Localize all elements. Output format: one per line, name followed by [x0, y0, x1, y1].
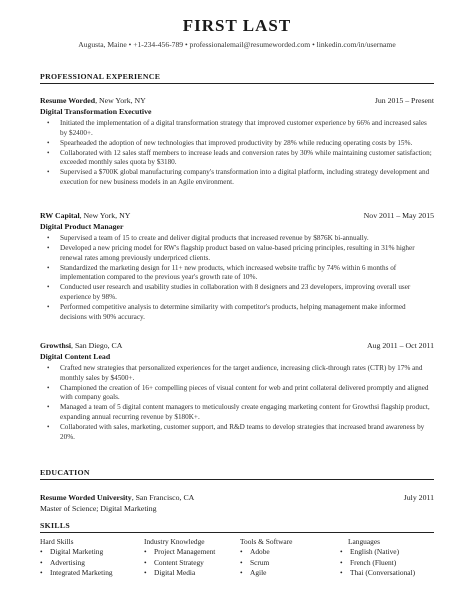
bullet-item — [40, 403, 434, 422]
bullet-text: Performed competitive analysis to determine similarity with competitor's products, helping management make informed decisions with 90% accuracy. — [60, 303, 406, 321]
experience-heading: PROFESSIONAL EXPERIENCE — [40, 72, 161, 81]
job-title: Digital Transformation Executive — [40, 107, 152, 116]
skill-item — [340, 558, 415, 569]
bullet-item — [40, 234, 434, 244]
bullet-icon: • — [144, 557, 147, 567]
education-divider — [40, 479, 434, 480]
job-location: , San Diego, CA — [71, 341, 123, 350]
skill-text: French (Fluent) — [350, 557, 397, 567]
job-bullets — [40, 119, 434, 188]
job-header — [40, 96, 434, 107]
bullet-icon: • — [144, 568, 147, 577]
bullet-icon: • — [47, 403, 50, 412]
skill-text: Scrum — [250, 557, 270, 567]
skill-column-header: Hard Skills — [40, 537, 74, 546]
job-entry — [40, 341, 434, 443]
skill-column — [340, 537, 415, 579]
job-title: Digital Product Manager — [40, 222, 124, 231]
bullet-text: Conducted user research and usability studies in collaboration with 8 designers and 23 developers, improving overall user experience by 98%. — [60, 283, 411, 302]
skills-divider — [40, 532, 434, 533]
bullet-text: Supervised a team of 15 to create and deliver digital products that increased revenue by $876K bi-annually. — [60, 234, 369, 242]
bullet-icon: • — [47, 138, 50, 147]
bullet-icon: • — [40, 557, 43, 567]
skill-text: Project Management — [154, 547, 216, 556]
job-location: , New York, NY — [79, 211, 131, 220]
bullet-text: Spearheaded the adoption of new technologies that improved productivity by 28% while reducing operating costs by 15%. — [60, 138, 413, 147]
skill-text: Agile — [250, 568, 267, 577]
job-bullets — [40, 234, 434, 322]
bullet-icon: • — [47, 423, 50, 432]
bullet-item — [40, 283, 434, 302]
bullet-item — [40, 119, 434, 138]
job-title: Digital Content Lead — [40, 352, 111, 361]
skill-column-header: Languages — [348, 537, 381, 546]
job-header — [40, 341, 434, 352]
candidate-name: FIRST LAST — [182, 16, 292, 35]
bullet-icon: • — [340, 547, 343, 556]
bullet-icon: • — [47, 364, 50, 372]
bullet-item — [40, 264, 434, 283]
skill-item — [340, 568, 415, 579]
contact-line: Augusta, Maine • +1-234-456-789 • professionalemail@resumeworded.com • linkedin.com/in/username — [78, 40, 396, 49]
bullet-text: Managed a team of 5 digital content managers to meticulously create engaging marketing content for Growthsi flagship product, expanding annual recurring revenue by $180K+. — [60, 403, 430, 421]
skill-item — [144, 558, 215, 569]
skill-text: Adobe — [250, 547, 270, 556]
bullet-item — [40, 139, 434, 149]
job-bullets — [40, 364, 434, 442]
job-header — [40, 211, 434, 222]
skill-item — [40, 547, 113, 558]
bullet-icon: • — [40, 547, 43, 556]
skill-item — [144, 547, 215, 558]
degree: Master of Science; Digital Marketing — [40, 504, 157, 513]
bullet-text: Collaborated with 12 sales staff members to increase leads and conversion rates by 30% while maintaining customer satisfaction; exceeded monthly sales quota by $3180. — [60, 148, 432, 167]
bullet-icon: • — [144, 547, 147, 556]
job-company: RW Capital — [40, 211, 80, 220]
skill-column — [144, 537, 215, 579]
skill-text: Advertising — [50, 557, 85, 567]
bullet-icon: • — [240, 568, 243, 577]
job-dates: Jun 2015 – Present — [374, 96, 434, 105]
education-header — [40, 493, 434, 504]
bullet-icon: • — [47, 119, 50, 127]
bullet-icon: • — [47, 383, 50, 392]
bullet-icon: • — [47, 244, 50, 253]
job-entry — [40, 211, 434, 323]
skill-column-header: Industry Knowledge — [144, 537, 205, 546]
skill-item — [144, 568, 215, 579]
job-company: Growthsi — [40, 341, 72, 350]
skill-item — [40, 558, 113, 569]
bullet-icon: • — [47, 168, 50, 177]
skill-item — [340, 547, 415, 558]
bullet-item — [40, 168, 434, 187]
bullet-icon: • — [240, 547, 243, 556]
bullet-icon: • — [47, 303, 50, 312]
bullet-icon: • — [340, 568, 343, 577]
bullet-text: Initiated the implementation of a digital transformation strategy that improved customer experience by 66% and increased sales by $2400+. — [60, 119, 427, 137]
bullet-icon: • — [40, 568, 43, 577]
bullet-text: Collaborated with sales, marketing, customer support, and R&D teams to develop strategies that increased brand awareness by 20%. — [60, 423, 425, 441]
skill-item — [240, 547, 292, 558]
skill-item — [40, 568, 113, 579]
bullet-item — [40, 364, 434, 383]
bullet-text: Standardized the marketing design for 11+ new products, which increased website traffic by 74% within 6 months of implementation compared to the previous year's growth rate of 10%. — [60, 263, 397, 282]
bullet-item — [40, 149, 434, 168]
job-location: , New York, NY — [95, 96, 146, 105]
experience-divider — [40, 83, 434, 84]
skill-text: Digital Media — [154, 568, 196, 577]
bullet-item — [40, 303, 434, 322]
job-dates: Aug 2011 – Oct 2011 — [367, 341, 434, 350]
bullet-text: Championed the creation of 16+ compelling pieces of visual content for web and print collateral delivered promptly and aligned with company goals. — [60, 383, 429, 402]
school-name: Resume Worded University — [40, 493, 132, 502]
bullet-icon: • — [47, 263, 50, 272]
bullet-icon: • — [240, 557, 243, 567]
bullet-text: Supervised a $700K global manufacturing company's transformation into a digital platform, including strategy development and execution for new business models in an Agile environment. — [60, 168, 430, 187]
bullet-item — [40, 384, 434, 403]
skill-column-header: Tools & Software — [240, 537, 293, 546]
job-entry — [40, 96, 434, 188]
education-heading: EDUCATION — [40, 468, 90, 477]
bullet-item — [40, 244, 434, 263]
skill-text: Content Strategy — [154, 557, 204, 567]
bullet-icon: • — [47, 148, 50, 157]
skill-column — [240, 537, 292, 579]
skill-text: Integrated Marketing — [50, 568, 113, 577]
bullet-icon: • — [47, 234, 50, 242]
skill-text: English (Native) — [350, 547, 400, 556]
skills-heading: SKILLS — [40, 521, 70, 530]
bullet-item — [40, 423, 434, 442]
job-dates: Nov 2011 – May 2015 — [363, 211, 434, 220]
bullet-text: Developed a new pricing model for RW's flagship product based on value-based pricing principles, resulting in 31% higher renewal rates among previously underpriced clients. — [60, 244, 415, 262]
skill-text: Thai (Conversational) — [350, 568, 416, 577]
skill-item — [240, 568, 292, 579]
skill-item — [240, 558, 292, 569]
education-date: July 2011 — [403, 493, 434, 502]
education-entry — [40, 493, 434, 513]
bullet-icon: • — [340, 557, 343, 567]
job-company: Resume Worded — [40, 96, 96, 105]
bullet-text: Crafted new strategies that personalized experiences for the target audience, increasing click-through rates (CTR) by 17% and monthly sales by $4500+. — [60, 364, 423, 382]
school-location: , San Francisco, CA — [131, 493, 195, 502]
bullet-icon: • — [47, 283, 50, 292]
skill-text: Digital Marketing — [50, 547, 104, 556]
skill-column — [40, 537, 113, 579]
